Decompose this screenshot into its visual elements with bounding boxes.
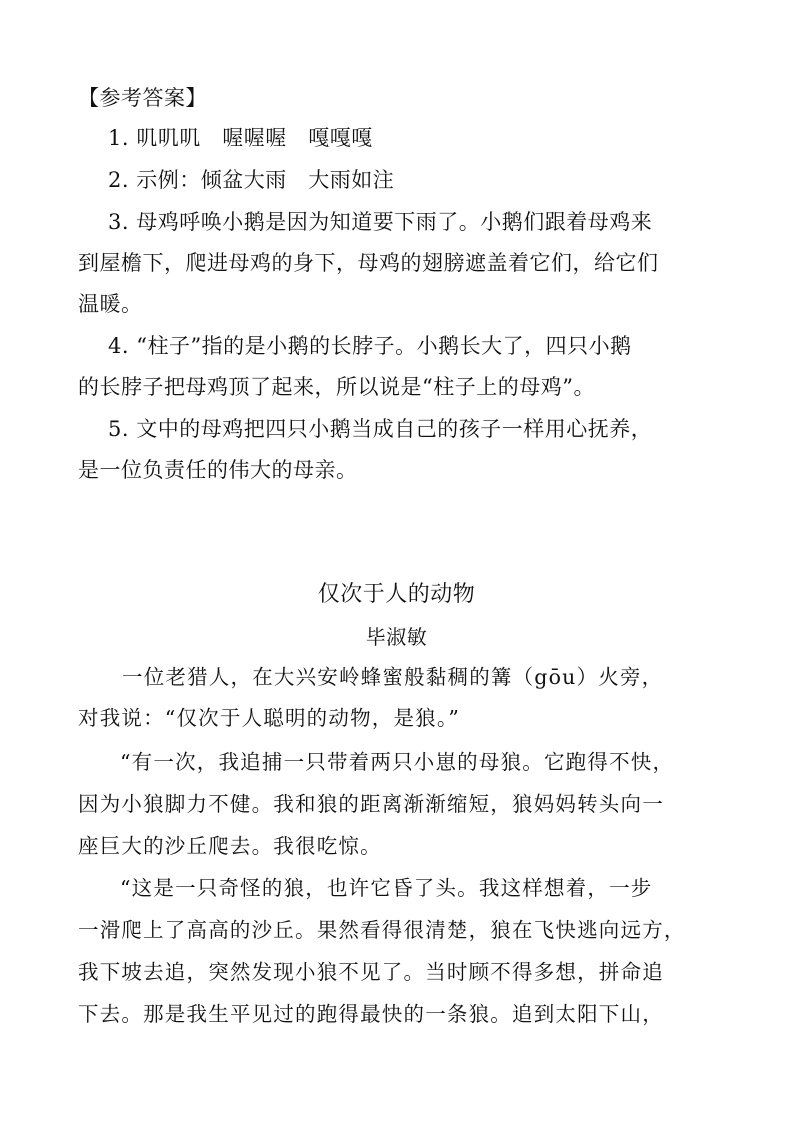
- article-paragraph-3: “这是一只奇怪的狼，也许它昏了头。我这样想着，一步: [120, 876, 653, 900]
- article-paragraph-2-end: 座巨大的沙丘爬去。我很吃惊。: [78, 834, 382, 858]
- answer-line-3: 3. 母鸡呼唤小鹅是因为知道要下雨了。小鹅们跟着母鸡来: [108, 210, 653, 234]
- article-paragraph-1: 一位老猎人，在大兴安岭蜂蜜般黏稠的篝（gōu）火旁，: [122, 665, 664, 689]
- answer-line-5-cont: 是一位负责任的伟大的母亲。: [78, 458, 358, 482]
- answer-line-3-cont: 到屋檐下，爬进母鸡的身下，母鸡的翅膀遮盖着它们，给它们: [78, 251, 659, 275]
- answer-line-4: 4. “柱子”指的是小鹅的长脖子。小鹅长大了，四只小鹅: [108, 334, 632, 358]
- answer-line-3-end: 温暖。: [78, 292, 143, 316]
- article-paragraph-1-cont: 对我说：“仅次于人聪明的动物，是狼。”: [78, 706, 461, 730]
- answer-line-1: 1. 叽叽叽 喔喔喔 嘎嘎嘎: [108, 126, 373, 150]
- article-author: 毕淑敏: [365, 625, 428, 649]
- article-title: 仅次于人的动物: [317, 582, 476, 607]
- article-paragraph-2-cont: 因为小狼脚力不健。我和狼的距离渐渐缩短，狼妈妈转头向一: [78, 792, 664, 816]
- article-paragraph-2: “有一次，我追捕一只带着两只小崽的母狼。它跑得不快，: [120, 750, 675, 774]
- answer-line-4-cont: 的长脖子把母鸡顶了起来，所以说是“柱子上的母鸡”。: [78, 375, 595, 399]
- article-paragraph-3-cont2: 我下坡去追，突然发现小狼不见了。当时顾不得多想，拼命追: [78, 960, 664, 984]
- article-paragraph-3-cont3: 下去。那是我生平见过的跑得最快的一条狼。追到太阳下山，: [78, 1002, 664, 1026]
- answer-heading: 【参考答案】: [78, 86, 207, 110]
- answer-line-5: 5. 文中的母鸡把四只小鹅当成自己的孩子一样用心抚养，: [108, 417, 653, 441]
- article-paragraph-3-cont: 一滑爬上了高高的沙丘。果然看得很清楚，狼在飞快逃向远方，: [78, 918, 686, 942]
- answer-line-2: 2. 示例：倾盆大雨 大雨如注: [108, 168, 395, 192]
